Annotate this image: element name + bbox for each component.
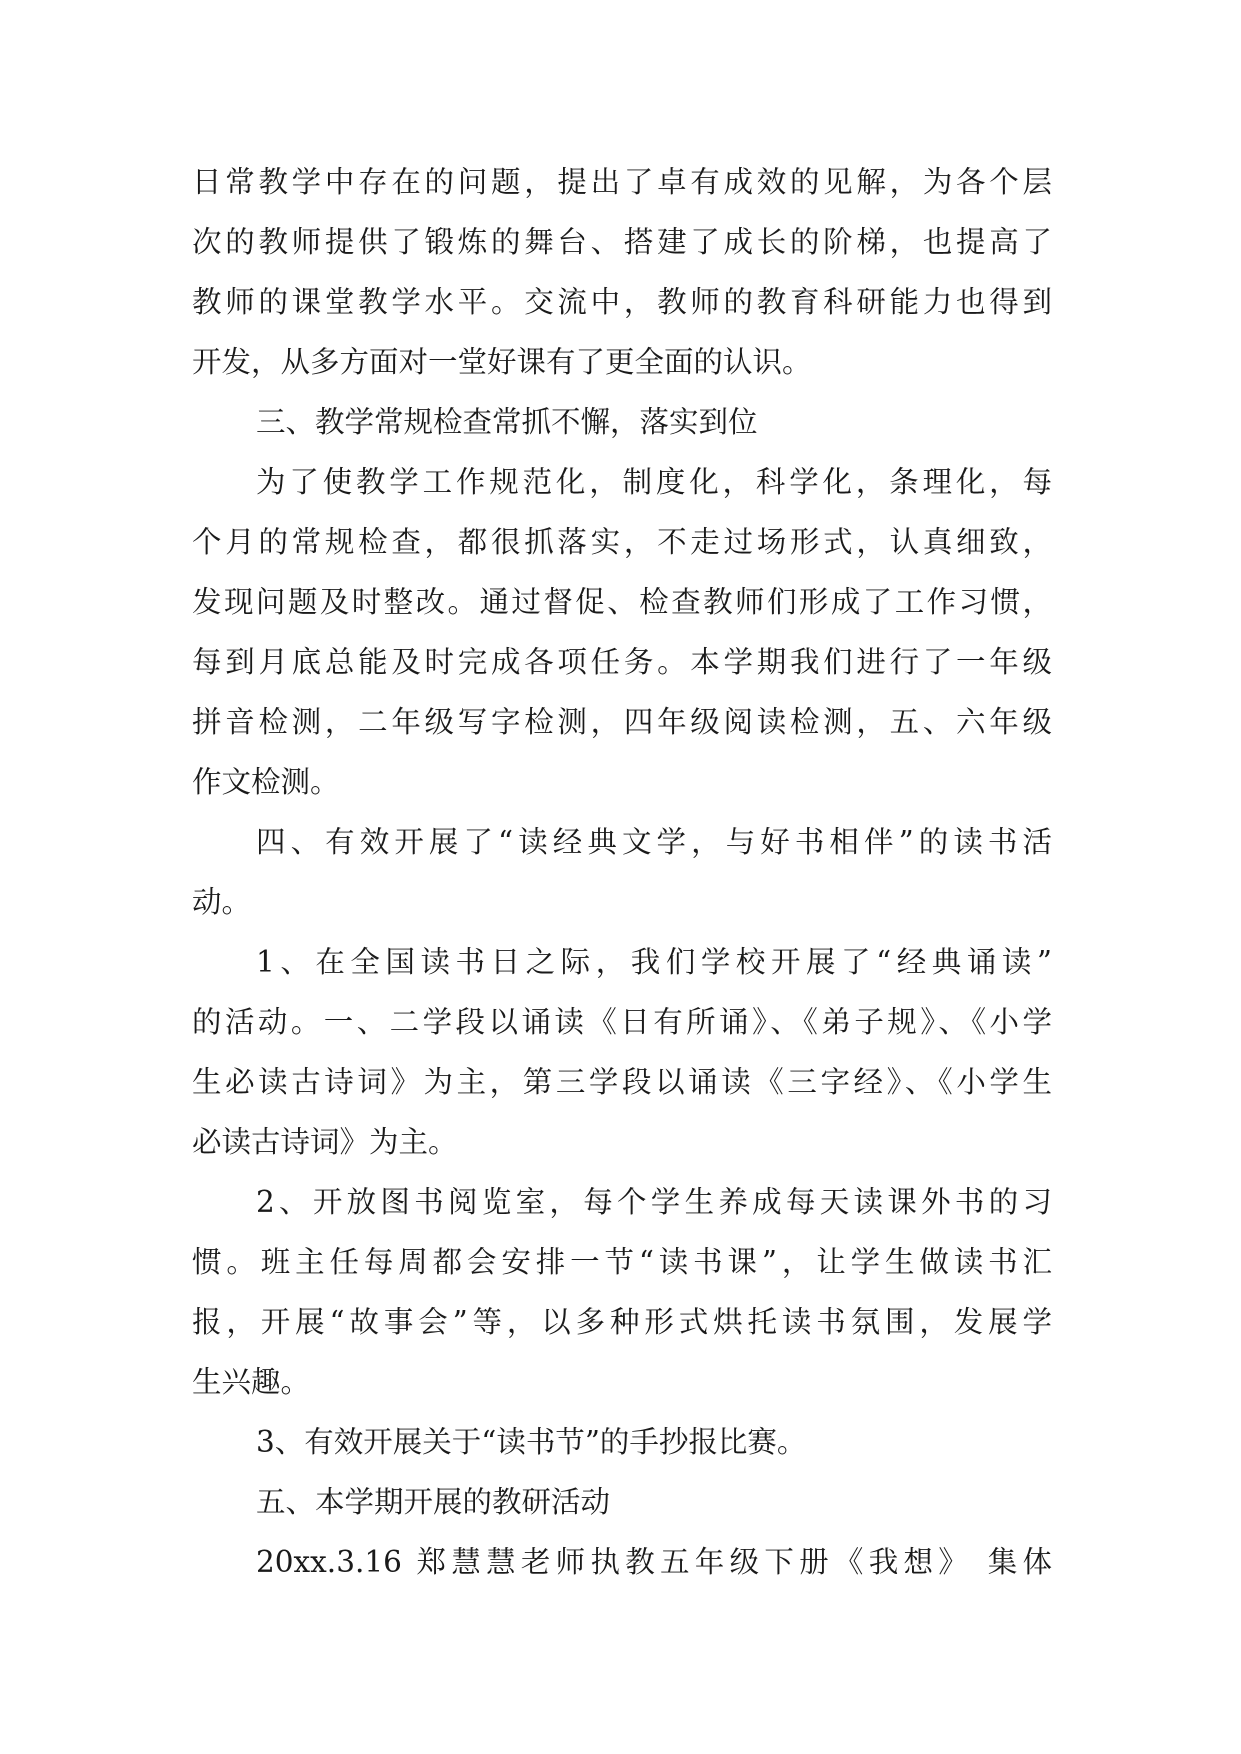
body-text-line: 个月的常规检查，都很抓落实，不走过场形式，认真细致， (192, 525, 1052, 559)
body-text-line: 次的教师提供了锻炼的舞台、搭建了成长的阶梯，也提高了 (192, 225, 1052, 259)
body-text-line: 作文检测。 (192, 765, 340, 799)
body-text-line: 开发，从多方面对一堂好课有了更全面的认识。 (192, 345, 812, 379)
body-text-line: 发现问题及时整改。通过督促、检查教师们形成了工作习惯， (192, 585, 1052, 619)
body-text-line: 日常教学中存在的问题，提出了卓有成效的见解，为各个层 (192, 165, 1052, 199)
section-heading: 五、本学期开展的教研活动 (256, 1485, 611, 1519)
body-text-line: 生兴趣。 (192, 1365, 311, 1399)
body-text-line: 教师的课堂教学水平。交流中，教师的教育科研能力也得到 (192, 285, 1052, 319)
body-text-line: 拼音检测，二年级写字检测，四年级阅读检测，五、六年级 (192, 705, 1052, 739)
body-text-line: 3、有效开展关于“读书节”的手抄报比赛。 (256, 1425, 807, 1459)
body-text-line: 的活动。一、二学段以诵读《日有所诵》、《弟子规》、《小学 (192, 1005, 1052, 1039)
section-heading: 三、教学常规检查常抓不懈，落实到位 (256, 405, 758, 439)
body-text-line: 生必读古诗词》为主，第三学段以诵读《三字经》、《小学生 (192, 1065, 1052, 1099)
body-text-line: 2、开放图书阅览室，每个学生养成每天读课外书的习 (256, 1185, 1052, 1219)
body-text-line: 20xx.3.16 郑慧慧老师执教五年级下册《我想》 集体 (256, 1545, 1052, 1579)
body-text-line: 1、在全国读书日之际，我们学校开展了“经典诵读” (256, 945, 1052, 979)
body-text-line: 每到月底总能及时完成各项任务。本学期我们进行了一年级 (192, 645, 1052, 679)
section-heading: 四、有效开展了“读经典文学，与好书相伴”的读书活 (256, 825, 1052, 859)
body-text-line: 为了使教学工作规范化，制度化，科学化，条理化，每 (256, 465, 1052, 499)
body-text-line: 必读古诗词》为主。 (192, 1125, 458, 1159)
section-heading-continued: 动。 (192, 885, 252, 919)
body-text-line: 报，开展“故事会”等，以多种形式烘托读书氛围，发展学 (192, 1305, 1052, 1339)
body-text-line: 惯。班主任每周都会安排一节“读书课”，让学生做读书汇 (192, 1245, 1052, 1279)
